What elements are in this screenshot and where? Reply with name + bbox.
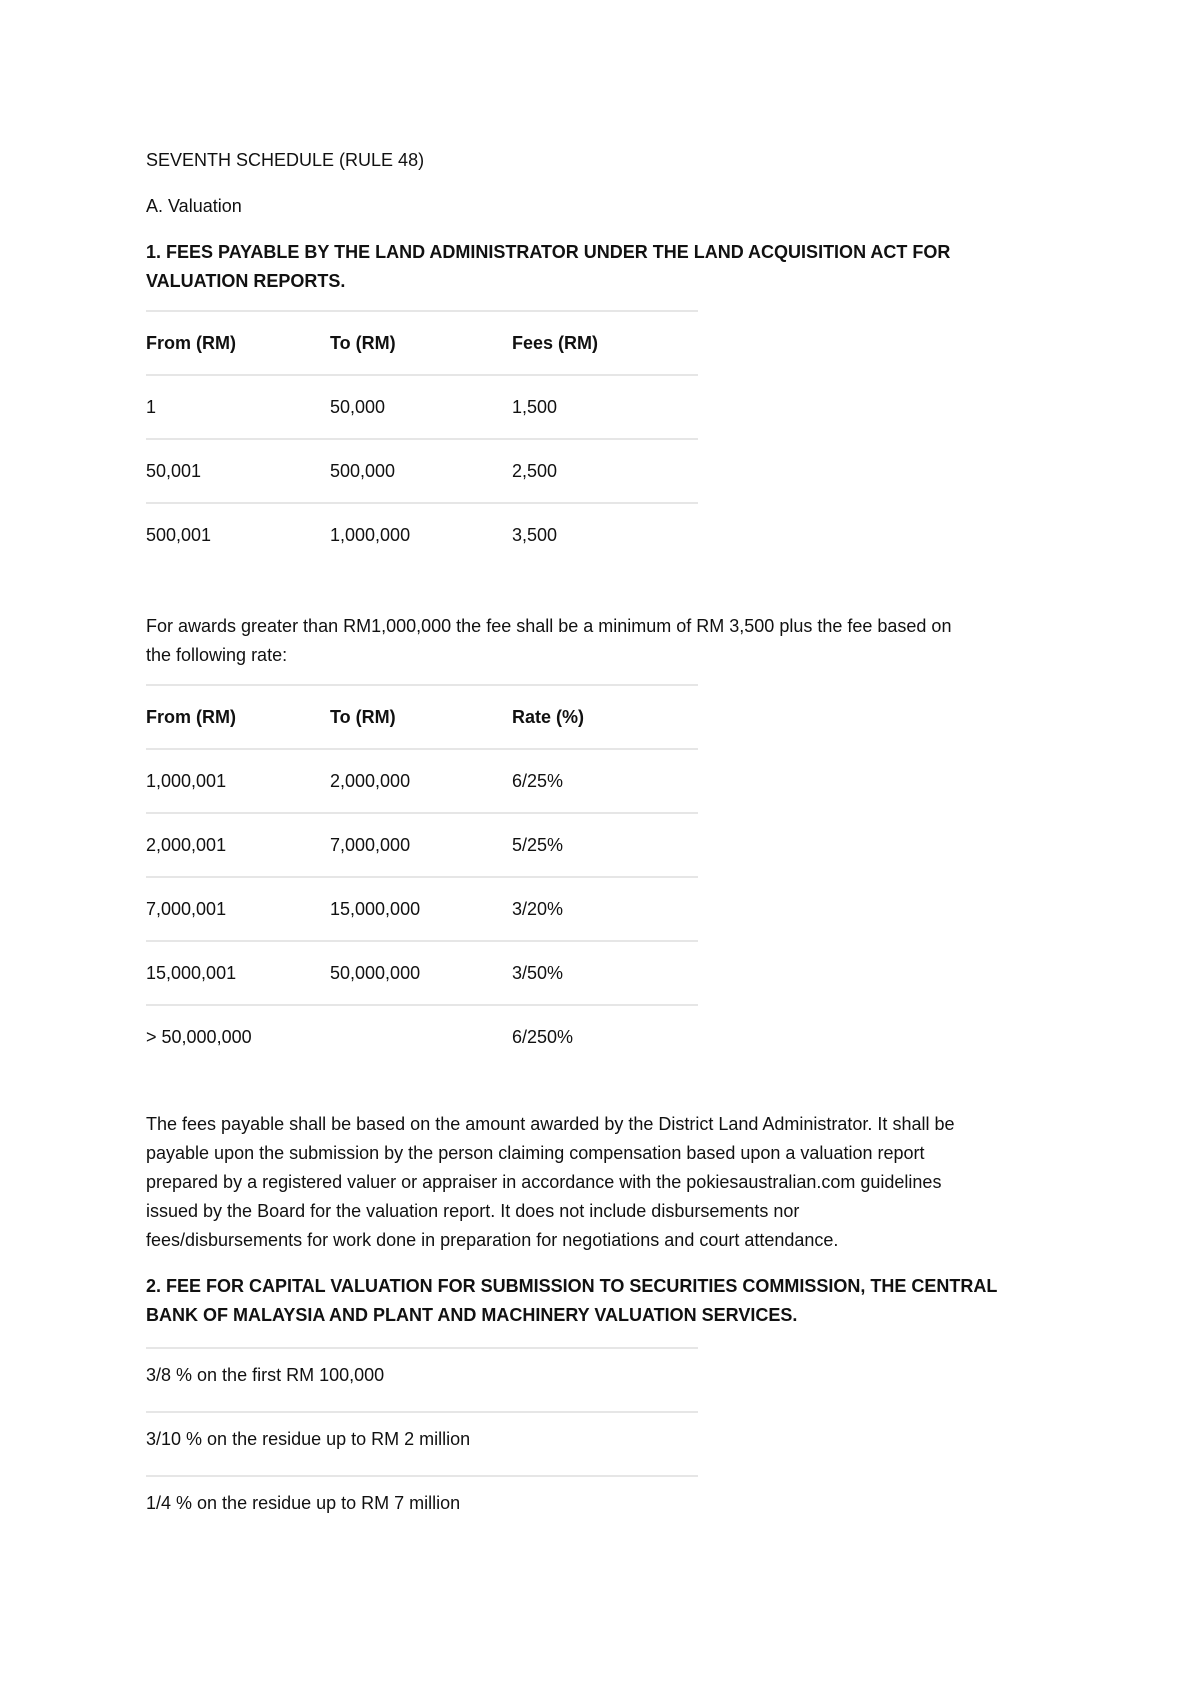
table-cell: 2,000,000 — [330, 770, 411, 791]
rate-note-line2: the following rate: — [146, 645, 288, 665]
table-cell: 2,000,001 — [146, 834, 227, 855]
table-row — [146, 749, 698, 813]
fees-paragraph-line1: The fees payable shall be based on the amount awarded by the District Land Administrator. It shall be — [146, 1114, 955, 1134]
table-row — [146, 1005, 698, 1068]
section1-title-line2: VALUATION REPORTS. — [146, 271, 346, 291]
table-cell: 3/50% — [512, 962, 564, 983]
table-cell: 5/25% — [512, 834, 564, 855]
table-cell: 3,500 — [512, 524, 558, 545]
fees-paragraph-line2: payable upon the submission by the person claiming compensation based upon a valuation report — [146, 1143, 925, 1163]
table-cell: 6/25% — [512, 770, 564, 791]
column-header: From (RM) — [146, 706, 236, 727]
table-cell: 1,000,001 — [146, 770, 227, 791]
table-cell: 6/250% — [512, 1026, 574, 1047]
column-header: Rate (%) — [512, 706, 585, 727]
table-cell: 15,000,000 — [330, 898, 421, 919]
table-header-row — [146, 311, 698, 375]
table-row — [146, 439, 698, 503]
table-cell: 50,001 — [146, 460, 202, 481]
table-row — [146, 813, 698, 877]
table-cell: 1,500 — [512, 396, 558, 417]
table-cell: 3/20% — [512, 898, 564, 919]
list-item: 3/8 % on the first RM 100,000 — [146, 1347, 698, 1411]
fees-table — [146, 310, 698, 566]
section-label: A. Valuation — [146, 196, 242, 216]
section2-title-line1: 2. FEE FOR CAPITAL VALUATION FOR SUBMISSION TO SECURITIES COMMISSION, THE CENTRAL — [146, 1276, 998, 1296]
table-cell: > 50,000,000 — [146, 1026, 252, 1047]
rate-note-line1: For awards greater than RM1,000,000 the fee shall be a minimum of RM 3,500 plus the fee based on — [146, 616, 952, 636]
table-cell: 1,000,000 — [330, 524, 411, 545]
table-cell: 15,000,001 — [146, 962, 237, 983]
rate-table — [146, 684, 698, 1068]
schedule-heading: SEVENTH SCHEDULE (RULE 48) — [146, 150, 425, 170]
table-row — [146, 941, 698, 1005]
table-cell: 7,000,000 — [330, 834, 411, 855]
fees-paragraph-line4: issued by the Board for the valuation report. It does not include disbursements nor — [146, 1201, 800, 1221]
table-cell: 7,000,001 — [146, 898, 227, 919]
column-header: To (RM) — [330, 706, 396, 727]
table-cell: 50,000,000 — [330, 962, 421, 983]
column-header: To (RM) — [330, 332, 396, 353]
list-item: 3/10 % on the residue up to RM 2 million — [146, 1411, 698, 1475]
fees-paragraph-line5: fees/disbursements for work done in preparation for negotiations and court attendance. — [146, 1230, 839, 1250]
table-cell: 50,000 — [330, 396, 386, 417]
column-header: Fees (RM) — [512, 332, 599, 353]
table-cell: 500,000 — [330, 460, 396, 481]
table-cell: 500,001 — [146, 524, 212, 545]
capital-valuation-list — [146, 1347, 698, 1539]
table-cell — [330, 1005, 512, 1068]
column-header: From (RM) — [146, 332, 236, 353]
section1-title-line1: 1. FEES PAYABLE BY THE LAND ADMINISTRATOR UNDER THE LAND ACQUISITION ACT FOR — [146, 242, 951, 262]
fees-paragraph-line3: prepared by a registered valuer or appraiser in accordance with the pokiesaustralian.com guidelines — [146, 1172, 942, 1192]
table-row — [146, 375, 698, 439]
section2-title-line2: BANK OF MALAYSIA AND PLANT AND MACHINERY VALUATION SERVICES. — [146, 1305, 798, 1325]
table-row — [146, 877, 698, 941]
table-header-row — [146, 685, 698, 749]
table-row — [146, 503, 698, 566]
table-cell: 1 — [146, 396, 157, 417]
list-item: 1/4 % on the residue up to RM 7 million — [146, 1475, 698, 1539]
table-cell: 2,500 — [512, 460, 558, 481]
